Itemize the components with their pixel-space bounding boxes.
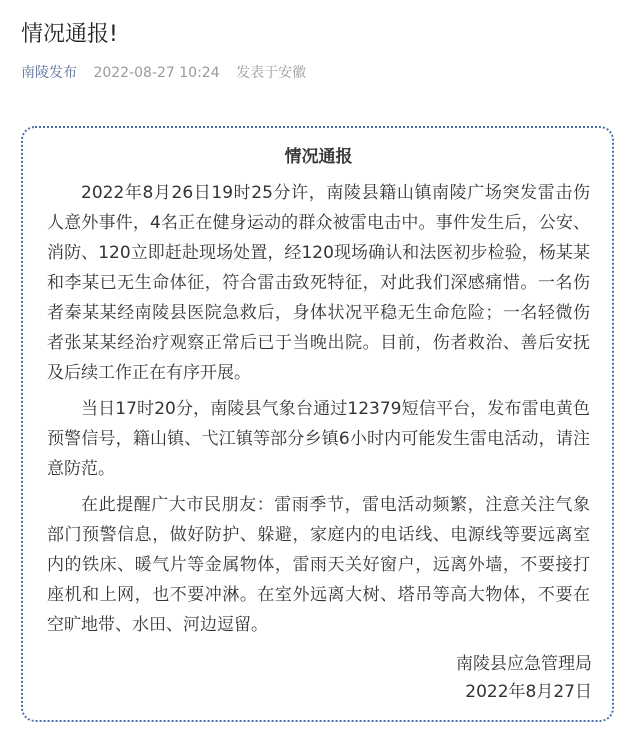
issuer-name: 南陵县应急管理局 <box>456 654 592 674</box>
notice-box <box>21 126 614 722</box>
article-meta <box>21 62 621 84</box>
notice-paragraph-incident: 2022年8月26日19时25分许，南陵县籍山镇南陵广场突发雷击伤人意外事件，4名正在健身运动的群众被雷电击中。事件发生后，公安、消防、120立即赶赴现场处置，经120现场确认和法医初步检验，杨某某和李某已无生命体征，符合雷击致死特征，对此我们深感痛惜。一名伤者秦某某经南陵县医院急救后，身体状况平稳无生命危险；一名轻微伤者张某某经治疗观察正常后已于当晚出院。目前，伤者救治、善后安抚及后续工作正在有序开展。 <box>47 183 590 383</box>
issue-date: 2022年8月27日 <box>465 682 592 702</box>
account-name-link[interactable]: 南陵发布 <box>21 65 77 81</box>
page-title: 情况通报! <box>21 22 118 47</box>
article-header <box>21 18 621 84</box>
notice-heading: 情况通报 <box>284 147 353 167</box>
signature-block <box>456 650 592 706</box>
notice-paragraph-warning: 当日17时20分，南陵县气象台通过12379短信平台，发布雷电黄色预警信号，籍山镇、弋江镇等部分乡镇6小时内可能发生雷电活动，请注意防范。 <box>47 399 590 479</box>
notice-paragraph-reminder: 在此提醒广大市民朋友：雷雨季节，雷电活动频繁，注意关注气象部门预警信息，做好防护、躲避，家庭内的电话线、电源线等要远离室内的铁床、暖气片等金属物体，雷雨天关好窗户，远离外墙，不要接打座机和上网，也不要冲淋。在室外远离大树、塔吊等高大物体，不要在空旷地带、水田、河边逗留。 <box>47 495 590 635</box>
publish-location: 发表于安徽 <box>236 65 307 81</box>
publish-time: 2022-08-27 10:24 <box>93 65 220 81</box>
